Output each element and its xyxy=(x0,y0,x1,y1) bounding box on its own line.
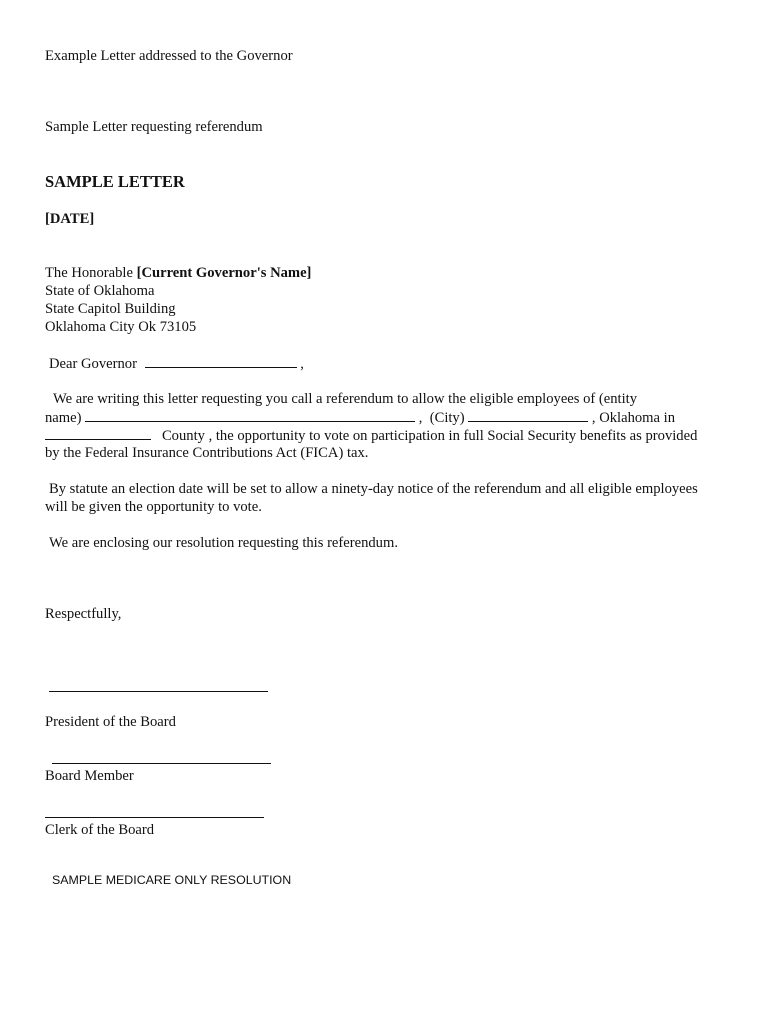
address-city-zip: Oklahoma City Ok 73105 xyxy=(45,319,197,335)
paragraph3: We are enclosing our resolution requesting this referendum. xyxy=(49,535,398,551)
address-state: State of Oklahoma xyxy=(45,283,155,299)
paragraph1-line2 xyxy=(45,408,675,427)
city-blank xyxy=(468,408,588,422)
entity-name-comma: , xyxy=(418,410,423,426)
honorable-prefix: The Honorable xyxy=(45,265,137,281)
closing: Respectfully, xyxy=(45,606,122,622)
board-member-title: Board Member xyxy=(45,768,134,784)
city-label: (City) xyxy=(429,410,465,426)
date-placeholder: [DATE] xyxy=(45,211,95,227)
paragraph2-line2: will be given the opportunity to vote. xyxy=(45,499,262,515)
board-member-signature-line xyxy=(52,763,271,764)
president-title: President of the Board xyxy=(45,714,176,730)
county-text: County , the opportunity to vote on participation in full Social Security benefits as provided xyxy=(161,428,698,444)
paragraph2-line1: By statute an election date will be set to allow a ninety-day notice of the referendum and all eligible employees xyxy=(49,481,698,497)
president-signature-line xyxy=(49,691,268,692)
intro-line: Example Letter addressed to the Governor xyxy=(45,48,293,64)
paragraph1-line3 xyxy=(45,426,697,445)
salutation-comma: , xyxy=(300,356,304,372)
letter-title: SAMPLE LETTER xyxy=(45,172,185,191)
governor-name-blank xyxy=(145,354,297,368)
paragraph1-line4: by the Federal Insurance Contributions Act (FICA) tax. xyxy=(45,445,369,461)
clerk-signature-line xyxy=(45,817,264,818)
letter-subtitle: Sample Letter requesting referendum xyxy=(45,119,263,135)
resolution-title: SAMPLE MEDICARE ONLY RESOLUTION xyxy=(52,873,292,887)
address-honorable xyxy=(45,264,311,282)
county-blank xyxy=(45,426,151,440)
address-building: State Capitol Building xyxy=(45,301,176,317)
paragraph1-line1: We are writing this letter requesting you call a referendum to allow the eligible employees of (entity xyxy=(53,391,637,407)
governor-name-placeholder: [Current Governor's Name] xyxy=(136,265,312,281)
entity-name-blank xyxy=(85,408,415,422)
clerk-title: Clerk of the Board xyxy=(45,822,155,838)
salutation-text: Dear Governor xyxy=(49,356,137,372)
entity-name-label: name) xyxy=(45,410,82,426)
salutation xyxy=(49,354,304,373)
oklahoma-in: , Oklahoma in xyxy=(591,410,676,426)
